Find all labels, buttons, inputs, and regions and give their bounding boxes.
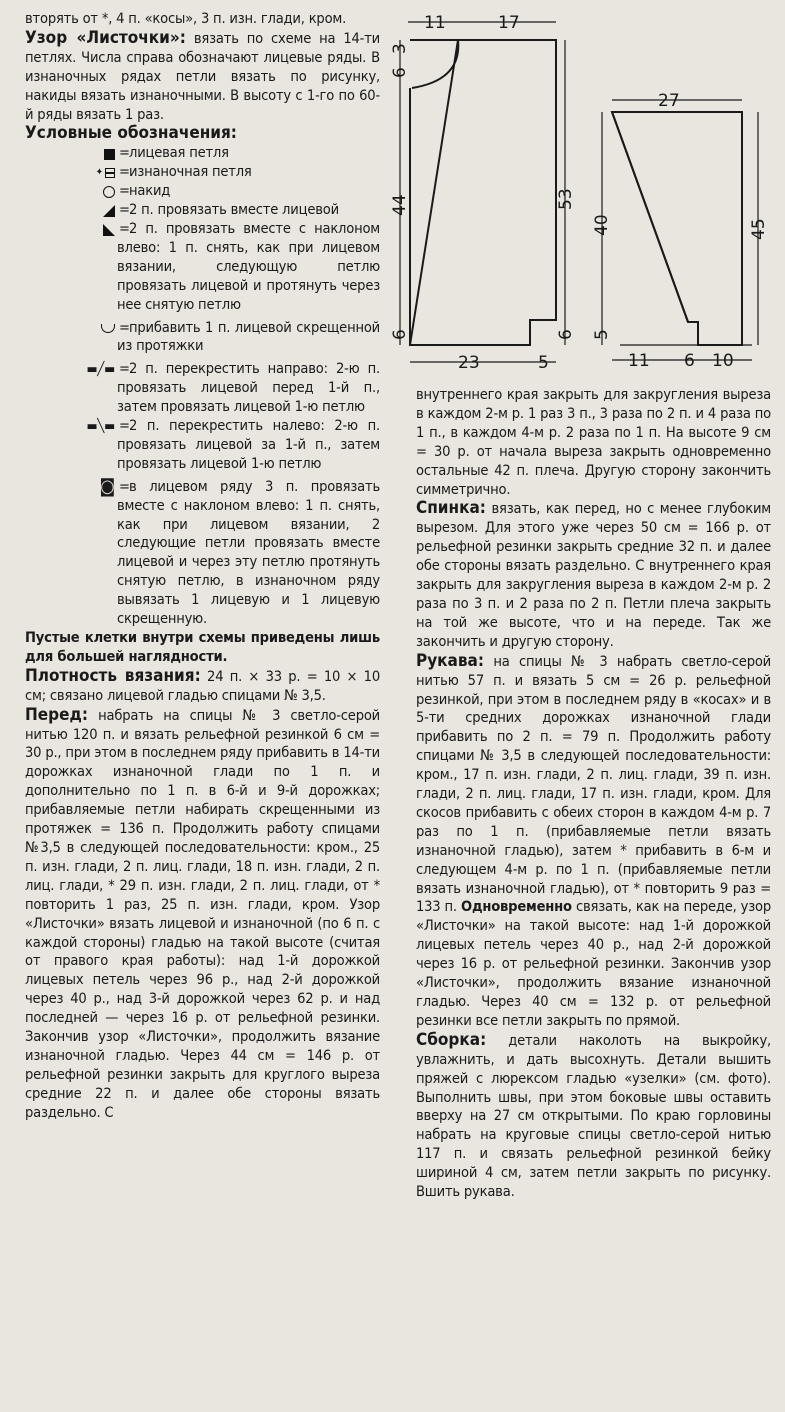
dim-front-full: 53 [556, 188, 576, 210]
empty-cells-note: Пустые клетки внутри схемы приведены лишь для большей наглядности. [25, 629, 380, 665]
dim-sleeve-bottom-1: 11 [628, 351, 650, 371]
dim-front-neck-2: 3 [390, 43, 410, 54]
assembly-title: Сборка: [416, 1029, 487, 1050]
right-column [416, 386, 771, 1202]
yarn-over-icon [75, 183, 115, 201]
dim-sleeve-bottom-2: 6 [684, 351, 695, 371]
sleeves-text-2: связать, как на переде, узор «Листочки» на такой высоте: над 1-й дорожкой лицевых петель через 40 р., над 2-й дорожкой через 16 р. от рельефной резинки. Закончив узор «Листочки», продолжить вязание изнаночной гладью. Через 40 см = 132 р. от рельефной резинки все петли закрыть по прямой. [416, 898, 771, 1029]
front-text: набрать на спицы № 3 светло-серой нитью 120 п. и вязать рельефной резинкой 6 см = 30 р., при этом в последнем ряду прибавить в 14-ти дорожках изнаночной глади по 1 п. и дополнительно по 1 п. в 6-й и 9-й дорожках; прибавляемые петли набирать скрещенными из протяжек = 136 п. Продолжить работу спицами №3,5 в следующей последовательности: кром., 25 п. изн. глади, 2 п. лиц. глади, 18 п. изн. глади, 2 п. лиц. глади, * 29 п. изн. глади, 2 п. лиц. глади, от * повторить 1 раз, 25 п. изн. глади, кром. Узор «Листочки» вязать лицевой и изнаночной (по 6 п. с каждой стороны) гладью на такой высоте (считая от правого края работы): над 1-й дорожкой лицевых петель через 96 р., над 2-й дорожкой через 40 р., над 3-й дорожкой через 62 р. и над последней — через 16 р. от рельефной резинки. Закончив узор «Листочки», продолжить вязание изнаночной гладью. Через 44 см = 146 р. от рельефной резинки закрыть для круглого выреза средние 22 п. и далее обе стороны вязать раздельно. С [25, 706, 380, 1121]
intro-text: вторять от *, 4 п. «косы», 3 п. изн. глади, кром. [25, 10, 347, 27]
knit-stitch-icon [75, 145, 115, 163]
front-title: Перед: [25, 704, 88, 725]
back-paragraph [416, 499, 771, 651]
assembly-paragraph [416, 1031, 771, 1202]
dim-front-neck: 6 [390, 67, 410, 78]
legend-item: ▬╱▬ = 2 п. перекрестить направо: 2-ю п. провязать лицевой перед 1-й п., затем провязать лицевой 1-ю петлю [75, 360, 380, 417]
sleeves-bold: Одновременно [460, 898, 572, 916]
back-text: вязать, как перед, но с менее глубоким вырезом. Для этого уже через 50 см = 166 р. от рельефной резинки закрыть средние 32 п. и далее обе стороны вязать раздельно. С внутреннего края закрыть для закругления выреза в каждом 2-м р. 2 раза по 3 п. и 2 раза по 2 п. Петли плеча закрыть на той же высоте, что и на переде. Так же закончить и другую сторону. [416, 500, 771, 650]
pattern-paragraph [25, 29, 380, 125]
dim-front-height: 44 [390, 194, 410, 216]
legend-title: Условные обозначения: [25, 123, 237, 144]
legend-item: = 2 п. провязать вместе с наклоном влево: 1 п. снять, как при лицевом вязании, следующую петлю провязать лицевой и протянуть через нее снятую петлю [75, 220, 380, 315]
cross-right-icon: ▬╱▬ [86, 362, 115, 378]
sleeves-paragraph [416, 652, 771, 1031]
dim-sleeve-rib: 5 [592, 329, 612, 340]
legend-item: = 2 п. провязать вместе лицевой [75, 201, 380, 220]
dim-front-bottom: 23 [458, 353, 480, 373]
legend-heading [25, 124, 380, 144]
front-continued: внутреннего края закрыть для закругления выреза в каждом 2-м р. 1 раз 3 п., 3 раза по 2 п. и 4 раза по 1 п., в каждом 4-м р. 2 раза по 1 п. На высоте 9 см = 30 р. от начала выреза закрыть одновременно остальные 42 п. плеча. Другую сторону закончить симметрично. [416, 386, 771, 498]
dim-sleeve-height: 40 [592, 214, 612, 236]
dim-sleeve-bottom-3: 10 [712, 351, 734, 371]
pattern-title: Узор «Листочки»: [25, 27, 186, 48]
dim-front-bottom-2: 5 [538, 353, 549, 373]
density-title: Плотность вязания: [25, 665, 201, 686]
k3tog-left-icon: ◙ [99, 476, 115, 498]
density-text: 24 п. × 33 р. = 10 × 10 см; связано лицевой гладью спицами № 3,5. [25, 667, 380, 704]
front-paragraph [25, 706, 380, 1123]
legend-item: ✦ = изнаночная петля [75, 163, 380, 182]
back-title: Спинка: [416, 498, 486, 519]
k2tog-icon [75, 202, 115, 220]
legend-item: = накид [75, 182, 380, 201]
density-paragraph [25, 667, 380, 706]
left-column [25, 10, 380, 1123]
sleeves-text: на спицы № 3 набрать светло-серой нитью 57 п. и вязать 5 см = 26 р. рельефной резинкой, при этом в последнем ряду в «косах» и в 5-ти средних дорожках изнаночной глади прибавить по 2 п. = 79 п. Продолжить работу спицами № 3,5 в следующей последовательности: кром., 17 п. изн. глади, 2 п. лиц. глади, 39 п. изн. глади, 2 п. лиц. глади, 17 п. изн. глади, кром. Для скосов прибавить с обеих сторон в каждом 4-м р. 7 раз по 1 п. (прибавляемые петли вязать изнаночной гладью), затем * прибавить в 6-м и следующем 4-м р. по 1 п. (прибавляемые петли вязать изнаночной гладью), от * повторить 9 раз = 133 п. [416, 652, 771, 916]
sleeves-title: Рукава: [416, 650, 484, 671]
legend-item: = прибавить 1 п. лицевой скрещенной из протяжки [75, 319, 380, 357]
legend-item: ◙ = в лицевом ряду 3 п. провязать вместе с наклоном влево: 1 п. снять, как при лицевом вязании, 2 следующие петли провязать вместе лицевой и через эту петлю протянуть снятую петлю, в изнаночном ряду вывязать 1 лицевую и 1 лицевую скрещенную. [75, 478, 380, 629]
dim-front-rib-left: 6 [390, 329, 410, 340]
k2tog-left-icon [75, 221, 115, 239]
legend-list [75, 144, 380, 629]
pattern-text: вязать по схеме на 14-ти петлях. Числа справа обозначают лицевые ряды. В изнаночных рядах петли вязать по рисунку, накиды вязать изнаночными. В высоту с 1-го по 60-й ряды вязать 1 раз. [25, 29, 380, 123]
purl-stitch-icon: ✦ [75, 164, 115, 182]
dim-sleeve-full: 45 [749, 218, 769, 240]
make-one-icon [75, 320, 115, 338]
dim-front-top-right: 17 [498, 13, 520, 33]
dim-sleeve-top: 27 [658, 91, 680, 111]
dim-front-top-left: 11 [424, 13, 446, 33]
legend-item: ▬╲▬ = 2 п. перекрестить налево: 2-ю п. провязать лицевой за 1-й п., затем провязать лицевой 1-ю петлю [75, 417, 380, 474]
cross-left-icon: ▬╲▬ [86, 419, 115, 435]
legend-item: = лицевая петля [75, 144, 380, 163]
assembly-text: детали наколоть на выкройку, увлажнить, и дать высохнуть. Детали вышить пряжей с люрексом гладью «узелки» (см. фото). Выполнить швы, при этом боковые швы оставить вверху на 27 см открытыми. По краю горловины набрать на круговые спицы светло-серой нитью 117 п. и связать рельефной резинкой бейку шириной 4 см, затем петли закрыть по рисунку. Вшить рукава. [416, 1031, 771, 1201]
dim-front-rib-right: 6 [556, 329, 576, 340]
